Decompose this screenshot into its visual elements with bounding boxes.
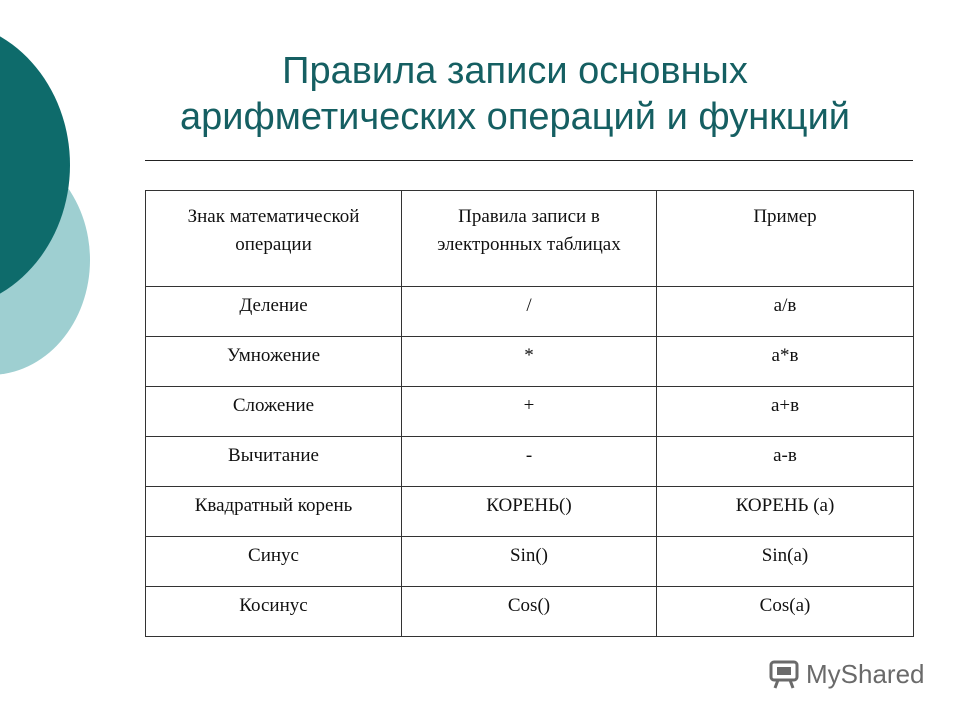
table-cell: Квадратный корень xyxy=(146,487,402,537)
table-cell: Умножение xyxy=(146,337,402,387)
table-row xyxy=(146,437,914,487)
title-divider xyxy=(145,160,913,161)
table-cell: Sin(а) xyxy=(657,537,914,587)
presentation-board-icon xyxy=(768,658,800,690)
table-cell: а*в xyxy=(657,337,914,387)
title-line-2: арифметических операций и функций xyxy=(179,96,851,138)
table-row xyxy=(146,337,914,387)
table-row xyxy=(146,487,914,537)
table-cell: Сложение xyxy=(146,387,402,437)
table-row xyxy=(146,287,914,337)
header-cell: Пример xyxy=(657,191,914,287)
operations-table xyxy=(145,190,914,637)
table-cell: а/в xyxy=(657,287,914,337)
table-cell: Синус xyxy=(146,537,402,587)
table-cell: Cos(а) xyxy=(657,587,914,637)
header-cell: Знак математической операции xyxy=(146,191,402,287)
slide-title xyxy=(120,48,910,140)
table-header-row xyxy=(146,191,914,287)
watermark-text: MyShared xyxy=(806,658,925,689)
table-row xyxy=(146,537,914,587)
table-cell: Косинус xyxy=(146,587,402,637)
table-row xyxy=(146,387,914,437)
table-cell: КОРЕНЬ (а) xyxy=(657,487,914,537)
table-cell: Деление xyxy=(146,287,402,337)
table-cell: Cos() xyxy=(402,587,657,637)
header-cell: Правила записи в электронных таблицах xyxy=(402,191,657,287)
table-cell: - xyxy=(402,437,657,487)
table-cell: Sin() xyxy=(402,537,657,587)
table-cell: а-в xyxy=(657,437,914,487)
table-cell: + xyxy=(402,387,657,437)
table-cell: а+в xyxy=(657,387,914,437)
table-cell: Вычитание xyxy=(146,437,402,487)
title-line-1: Правила записи основных xyxy=(282,50,748,92)
table-cell: / xyxy=(402,287,657,337)
table-cell: КОРЕНЬ() xyxy=(402,487,657,537)
table-row xyxy=(146,587,914,637)
watermark-logo xyxy=(768,656,925,692)
table-cell: * xyxy=(402,337,657,387)
